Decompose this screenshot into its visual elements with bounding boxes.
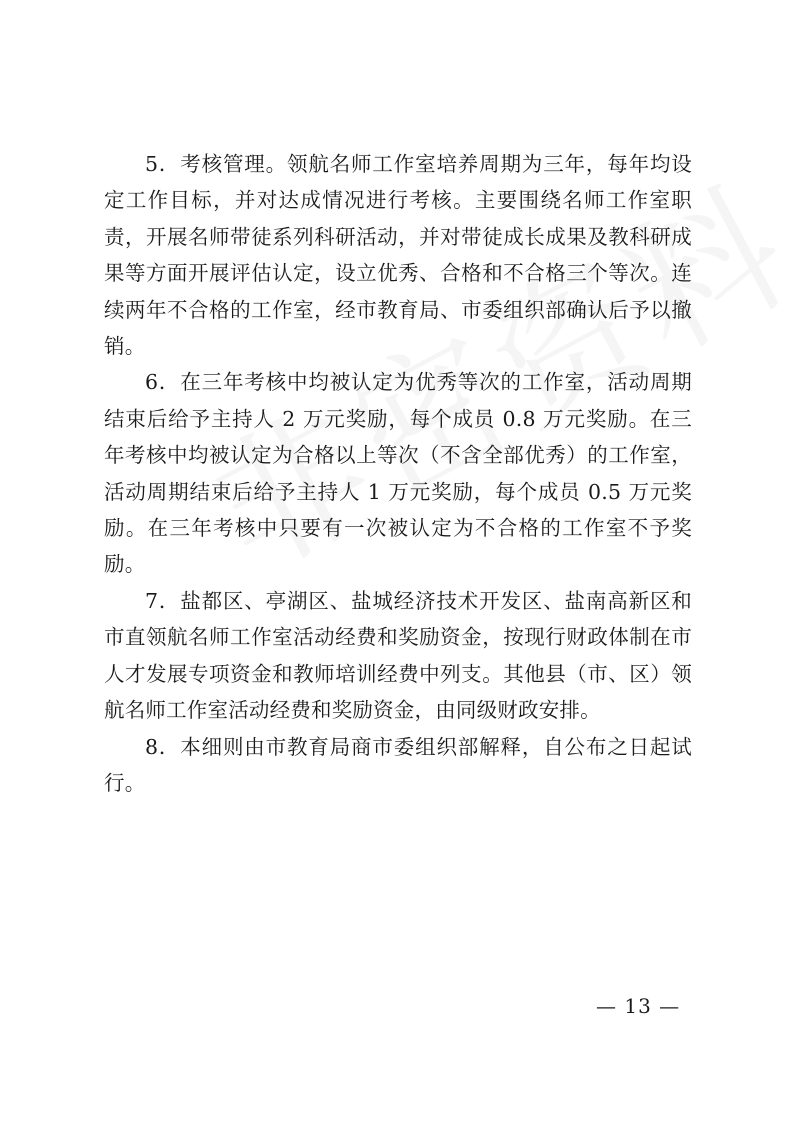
paragraph-5-assessment: 5．考核管理。领航名师工作室培养周期为三年，每年均设定工作目标，并对达成情况进行考核。主要围绕名师工作室职责，开展名师带徒系列科研活动，并对带徒成长成果及教科研成果等方面开展评估认定，设立优秀、合格和不合格三个等次。连续两年不合格的工作室，经市教育局、市委组织部确认后予以撤销。	[104, 152, 692, 359]
paragraph-8-interpretation: 8．本细则由市教育局商市委组织部解释，自公布之日起试行。	[104, 734, 692, 795]
document-body	[104, 146, 692, 801]
paragraph-7-funding: 7．盐都区、亭湖区、盐城经济技术开发区、盐南高新区和市直领航名师工作室活动经费和奖励资金，按现行财政体制在市人才发展专项资金和教师培训经费中列支。其他县（市、区）领航名师工作室活动经费和奖励资金，由同级财政安排。	[104, 588, 692, 723]
paragraph-6-rewards: 6．在三年考核中均被认定为优秀等次的工作室，活动周期结束后给予主持人 2 万元奖励，每个成员 0.8 万元奖励。在三年考核中均被认定为合格以上等次（不含全部优秀）的工作室，活动周期结束后给予主持人 1 万元奖励，每个成员 0.5 万元奖励。在三年考核中只要有一次被认定为不合格的工作室不予奖励。	[104, 370, 692, 577]
page-number: — 13 —	[596, 994, 681, 1018]
